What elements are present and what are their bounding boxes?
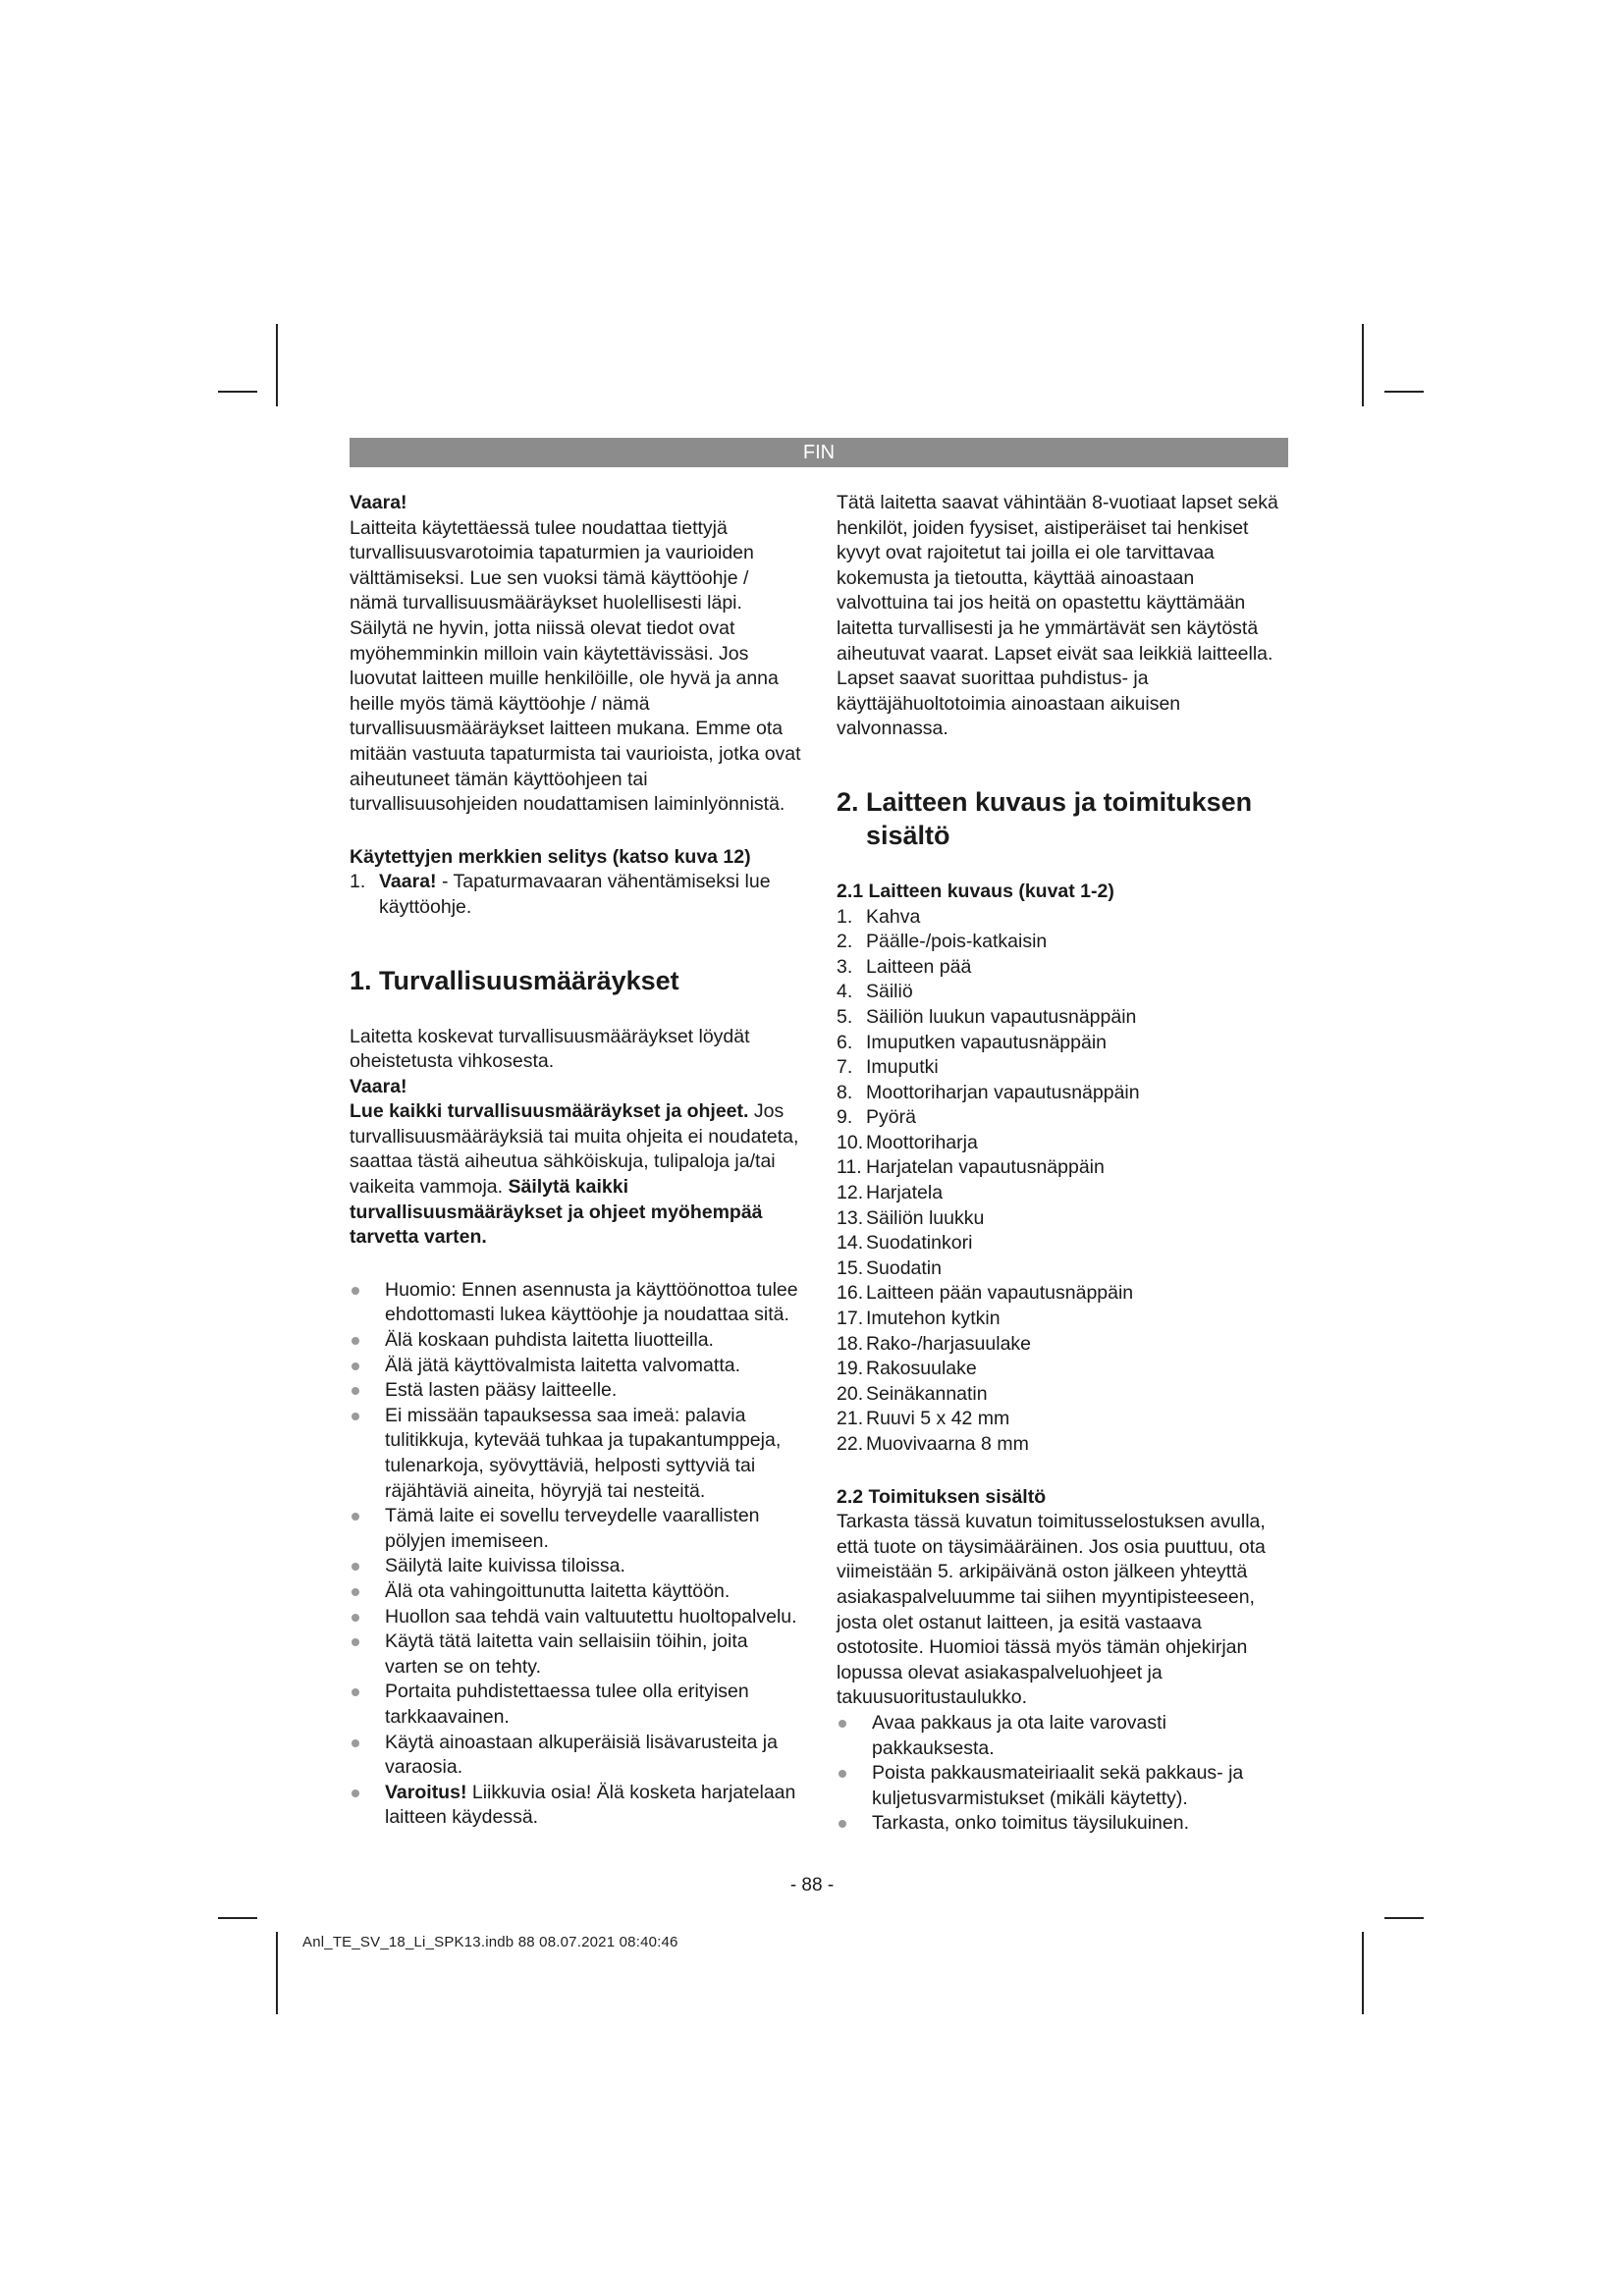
item-number: 8. [837,1081,853,1103]
list-item [837,1206,1288,1232]
warning-title: Vaara! [350,492,407,513]
warning-2-bold-end: Säilytä kaikki turvallisuusmääräykset ja ohjeet myöhempää tarvetta varten. [350,1176,763,1249]
item-number: 16. [837,1282,864,1305]
item-number: 22. [837,1433,864,1455]
list-item [837,980,1288,1005]
item-text: Harjatela [866,1182,944,1204]
delivery-bullets [837,1711,1288,1837]
list-item [837,1382,1288,1408]
item-text: Seinäkannatin [866,1382,988,1405]
subsection-2-2-title: 2.2 Toimituksen sisältö [837,1485,1047,1508]
list-item [837,1332,1288,1358]
item-number: 13. [837,1206,864,1229]
list-item [837,955,1288,981]
safety-intro: Laitetta koskevat turvallisuusmääräykset löydät oheistetusta vihkosesta. [350,1025,750,1073]
list-item [837,1105,1288,1131]
item-number: 3. [837,955,853,978]
list-item: Poista pakkausmateiriaalit sekä pakkaus- ja kuljetusvarmistukset (mikäli käytetty). [837,1761,1288,1811]
item-number: 15. [837,1256,864,1279]
warning-body: Laitteita käytettäessä tulee noudattaa tiettyjä turvallisuusvarotoimia tapaturmien ja vaurioiden välttämiseksi. Lue sen vuoksi tämä käyttöohje / nämä turvallisuusmääräykset huolellisesti läpi. Säilytä ne hyvin, jotta niissä olevat tiedot ovat myöhemminkin milloin vain käytettävissäsi. Jos luovutat laitteen muille henkilöille, ole hyvä ja anna heille myös tämä käyttöohje / nämä turvallisuusmääräykset laitteen mukana. Emme ota mitään vastuuta tapaturmista tai vaurioista, jotka ovat aiheutuneet tämän käyttöohjeen tai turvallisuusohjeiden noudattamisen laiminlyönnistä. [350,516,801,816]
item-text: Moottoriharja [866,1131,978,1153]
section-1-number: 1. [350,965,372,995]
parts-list [837,905,1288,1458]
section-2-title-cont: sisältö [866,820,950,850]
item-number: 2. [837,931,853,953]
item-number: 17. [837,1308,864,1330]
warning-2-text: Jos turvallisuusmääräyksiä tai muita ohjeita ei noudateta, saattaa tästä aiheutua sähköiskuja, tulipaloja ja/tai vaikeita vammoja. [350,1100,799,1199]
list-item: Älä ota vahingoittunutta laitetta käyttöön. [350,1579,801,1605]
item-text: Rako-/harjasuulake [866,1332,1032,1355]
item-bold: Vaara! [379,871,437,893]
warning-text: Liikkuvia osia! Älä kosketa harjatelaan laitteen käydessä. [385,1781,796,1829]
item-number: 1. [837,905,853,928]
safety-bullets [350,1278,801,1831]
symbols-title: Käytettyjen merkkien selitys (katso kuva 12) [350,845,751,868]
list-item [837,1307,1288,1332]
item-text: Rakosuulake [866,1358,977,1380]
crop-mark [1362,324,1364,406]
list-item [837,1081,1288,1106]
crop-mark [276,1932,278,2014]
list-item: Tämä laite ei sovellu terveydelle vaarallisten pölyjen imemiseen. [350,1504,801,1554]
list-item: Älä jätä käyttövalmista laitetta valvomatta. [350,1354,801,1379]
item-text: Päälle-/pois-katkaisin [866,931,1048,953]
list-item [837,1256,1288,1282]
crop-mark [276,324,278,406]
list-item [837,1181,1288,1206]
item-number: 19. [837,1358,864,1380]
item-text: Suodatin [866,1256,942,1279]
item-number: 11. [837,1156,862,1179]
language-header: FIN [350,438,1288,467]
left-column [350,491,801,1831]
item-number: 14. [837,1232,864,1255]
list-item [837,905,1288,931]
item-text: Moottoriharjan vapautusnäppäin [866,1081,1140,1103]
item-number: 1. [350,871,366,893]
list-item: Avaa pakkaus ja ota laite varovasti pakkauksesta. [837,1711,1288,1761]
item-text: Muovivaarna 8 mm [866,1433,1029,1455]
list-item: Huomio: Ennen asennusta ja käyttöönottoa tulee ehdottomasti lukea käyttöohje ja noudattaa sitä. [350,1278,801,1328]
list-item: Huollon saa tehdä vain valtuutettu huoltopalvelu. [350,1605,801,1630]
print-footer: Anl_TE_SV_18_Li_SPK13.indb 88 08.07.2021 08:40:46 [302,1934,678,1950]
item-text: Harjatelan vapautusnäppäin [866,1156,1105,1179]
list-item: Käytä tätä laitetta vain sellaisiin töihin, joita varten se on tehty. [350,1629,801,1680]
item-text: Imuputki [866,1056,939,1079]
crop-mark [1384,1917,1424,1919]
list-item: Portaita puhdistettaessa tulee olla erityisen tarkkaavainen. [350,1680,801,1730]
list-item [837,1131,1288,1156]
right-column [837,491,1288,1837]
list-item [350,1781,801,1831]
list-item [837,1005,1288,1031]
list-item [837,1155,1288,1181]
crop-mark [1384,391,1424,393]
list-item [350,870,801,920]
list-item [837,1357,1288,1382]
item-text: Suodatinkori [866,1232,973,1255]
item-number: 7. [837,1056,853,1079]
crop-mark [218,391,257,393]
item-text: Laitteen pään vapautusnäppäin [866,1282,1134,1305]
list-item [837,1031,1288,1056]
item-text: Säiliön luukun vapautusnäppäin [866,1005,1137,1028]
list-item [837,1055,1288,1081]
list-item: Älä koskaan puhdista laitetta liuotteilla. [350,1328,801,1354]
item-text: Säiliön luukku [866,1206,985,1229]
item-number: 18. [837,1332,864,1355]
item-text: Imuputken vapautusnäppäin [866,1031,1108,1053]
warning-2-body [350,1099,801,1251]
list-item [837,1407,1288,1432]
warning-bold: Varoitus! [385,1781,467,1803]
item-number: 9. [837,1106,853,1129]
list-item: Käytä ainoastaan alkuperäisiä lisävarusteita ja varaosia. [350,1731,801,1781]
item-number: 10. [837,1131,864,1153]
list-item [837,1231,1288,1256]
item-text: Säiliö [866,981,913,1003]
section-2-title: Laitteen kuvaus ja toimituksen [866,786,1253,817]
item-number: 21. [837,1408,864,1430]
item-number: 4. [837,981,853,1003]
item-number: 6. [837,1031,853,1053]
item-number: 20. [837,1382,864,1405]
section-2-number: 2. [837,786,859,817]
list-item [837,1432,1288,1458]
item-text: Ruuvi 5 x 42 mm [866,1408,1010,1430]
list-item: Ei missään tapauksessa saa imeä: palavia tulitikkuja, kytevää tuhkaa ja tupakantumppeja, tulenarkoja, syövyttäviä, helposti syttyviä tai räjähtäviä aineita, höyryjä tai nesteitä. [350,1404,801,1504]
crop-mark [1362,1932,1364,2014]
list-item [837,930,1288,955]
crop-mark [218,1917,257,1919]
list-item: Tarkasta, onko toimitus täysilukuinen. [837,1811,1288,1837]
item-number: 5. [837,1005,853,1028]
section-1-title: Turvallisuusmääräykset [379,965,679,995]
section-2-heading [837,785,1288,852]
children-paragraph: Tätä laitetta saavat vähintään 8-vuotiaat lapset sekä henkilöt, joiden fyysiset, aistiperäiset tai henkiset kyvyt ovat rajoitetut tai joilla ei ole tarvittavaa kokemusta ja tietoutta, käyttää ainoastaan valvottuina tai jos heitä on opastettu käyttämään laitetta turvallisesti ja he ymmärtävät sen käytöstä aiheutuvat vaarat. Lapset eivät saa leikkiä laitteella. Lapset saavat suorittaa puhdistus- ja käyttäjähuoltotoimia ainoastaan aikuisen valvonnassa. [837,492,1278,740]
list-item: Säilytä laite kuivissa tiloissa. [350,1554,801,1579]
item-text: Imutehon kytkin [866,1308,1001,1330]
item-text: Pyörä [866,1106,916,1129]
page-number: - 88 - [789,1875,835,1896]
item-rest: - Tapaturmavaaran vähentämiseksi lue käyttöohje. [379,871,771,918]
delivery-paragraph: Tarkasta tässä kuvatun toimitusselostuksen avulla, että tuote on täysimääräinen. Jos osia puuttuu, ota viimeistään 5. arkipäivänä oston jälkeen yhteyttä asiakaspalveluumme tai siihen myyntipisteeseen, josta olet ostanut laitteen, ja esitä vastaava ostotosite. Huomioi tässä myös tämän ohjekirjan lopussa olevat asiakaspalveluohjeet ja takuusuoritustaulukko. [837,1511,1266,1709]
list-item: Estä lasten pääsy laitteelle. [350,1378,801,1404]
warning-2-bold: Lue kaikki turvallisuusmääräykset ja ohjeet. [350,1100,749,1123]
item-text: Laitteen pää [866,955,972,978]
subsection-2-1-title: 2.1 Laitteen kuvaus (kuvat 1-2) [837,880,1114,902]
warning-2-title: Vaara! [350,1075,407,1097]
item-number: 12. [837,1182,864,1204]
item-text [379,870,801,920]
symbols-list [350,870,801,920]
section-1-heading [350,964,801,997]
list-item [837,1281,1288,1307]
item-text: Kahva [866,905,921,928]
